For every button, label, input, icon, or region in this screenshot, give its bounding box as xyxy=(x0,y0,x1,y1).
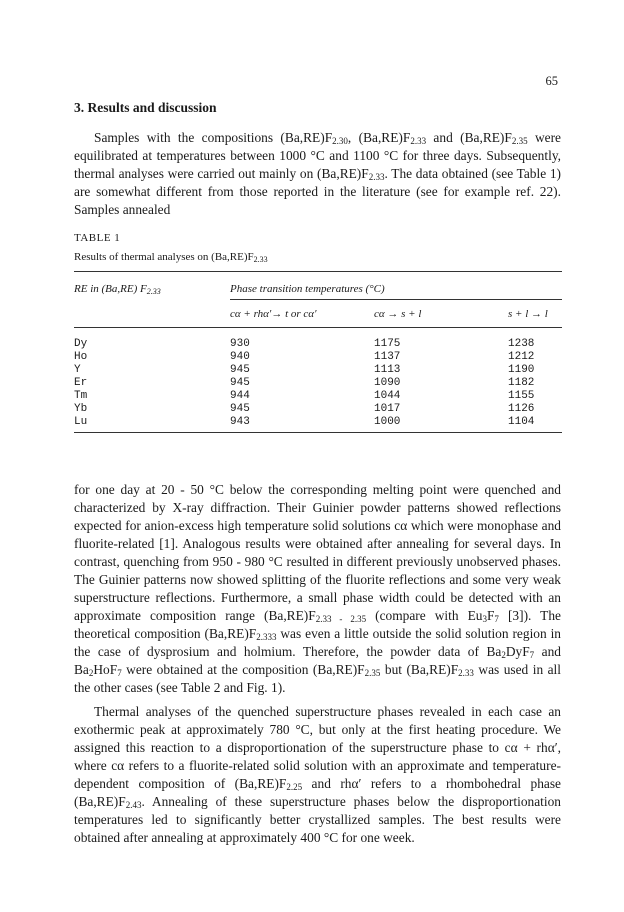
table-header-group: Phase transition temperatures (°C) xyxy=(230,283,385,295)
cell-t3: 1212 xyxy=(508,351,535,363)
paragraph-quenching: for one day at 20 - 50 °C below the corresponding melting point were quenched and characterized by X-ray diffraction. Their Guinier powder patterns showed reflections expected for anion-excess high temperature solid solutions cα which were monophase and fluorite-related [1]. Analogous results were obtained after annealing for several days. In contrast, quenching from 950 - 980 °C resulted in different previously unobserved phases. The Guinier patterns now showed splitting of the fluorite reflections and some very weak superstructure reflections. Furthermore, a small phase width could be detected with an approximate composition range $(Ba,RE)F_{2.33 - 2.35}$ (compare with $Eu_3F_7$ [3]). The theoretical composition $(Ba,RE)F_{2.333}$ was even a little outside the solid solution region in the case of dysprosium and holmium. Therefore, the powder data of $Ba_2DyF_7$ and $Ba_2HoF_7$ were obtained at the composition $(Ba,RE)F_{2.35}$ but $(Ba,RE)F_{2.33}$ was used in all the other cases (see Table 2 and Fig. 1). xyxy=(74,482,562,695)
cell-t3: 1238 xyxy=(508,338,535,350)
cell-re: Er xyxy=(74,377,88,389)
cell-t2: 1090 xyxy=(374,377,401,389)
table-row xyxy=(74,403,562,416)
cell-t3: 1126 xyxy=(508,403,535,415)
table-body xyxy=(74,338,562,429)
cell-t1: 945 xyxy=(230,364,250,376)
cell-t1: 940 xyxy=(230,351,250,363)
table-row xyxy=(74,364,562,377)
table-row xyxy=(74,377,562,390)
table-header-col1: cα + rhα′→ t or cα′ xyxy=(230,308,317,320)
cell-re: Ho xyxy=(74,351,88,363)
cell-re: Yb xyxy=(74,403,88,415)
cell-t1: 943 xyxy=(230,416,250,428)
table-group-rule xyxy=(230,299,562,300)
cell-t3: 1190 xyxy=(508,364,535,376)
cell-t2: 1113 xyxy=(374,364,401,376)
cell-t1: 930 xyxy=(230,338,250,350)
cell-re: Y xyxy=(74,364,81,376)
table-header-rule xyxy=(74,327,562,328)
table-row xyxy=(74,351,562,364)
table-row xyxy=(74,390,562,403)
table-header-col3: s + l → l xyxy=(508,308,548,320)
cell-t2: 1017 xyxy=(374,403,401,415)
table-caption: Results of thermal analyses on $(Ba,RE)F_{2.33}$ xyxy=(74,251,268,264)
cell-t1: 944 xyxy=(230,390,250,402)
paragraph-intro: Samples with the compositions $(Ba,RE)F_{2.30}$, $(Ba,RE)F_{2.33}$ and $(Ba,RE)F_{2.35}$ were equilibrated at temperatures between 1000 °C and 1100 °C for three days. Subsequently, thermal analyses were carried out mainly on $(Ba,RE)F_{2.33}$. The data obtained (see Table 1) are somewhat different from those reported in the literature (see for example ref. 22). Samples annealed xyxy=(74,130,561,217)
cell-t1: 945 xyxy=(230,403,250,415)
table-row xyxy=(74,416,562,429)
cell-t2: 1044 xyxy=(374,390,401,402)
cell-re: Lu xyxy=(74,416,88,428)
cell-t2: 1175 xyxy=(374,338,401,350)
table-label: TABLE 1 xyxy=(74,232,121,244)
cell-re: Dy xyxy=(74,338,88,350)
table-header-col2: cα → s + l xyxy=(374,308,422,320)
cell-t2: 1137 xyxy=(374,351,401,363)
cell-t3: 1104 xyxy=(508,416,535,428)
section-title: 3. Results and discussion xyxy=(74,100,217,115)
cell-t3: 1182 xyxy=(508,377,535,389)
table-row xyxy=(74,338,562,351)
table-top-rule xyxy=(74,271,562,272)
table-bottom-rule xyxy=(74,432,562,433)
cell-t2: 1000 xyxy=(374,416,401,428)
paragraph-thermal-analyses: Thermal analyses of the quenched superstructure phases revealed in each case an exothermic peak at approximately 780 °C, but only at the first heating procedure. We assigned this reaction to a disproportionation of the superstructure phase to cα + rhα′, where cα refers to a fluorite-related solid solution with an approximate and temperature-dependent composition of $(Ba,RE)F_{2.25}$ and rhα′ refers to a rhombohedral phase $(Ba,RE)F_{2.43}$. Annealing of these superstructure phases below the disproportionation temperatures led to significantly better crystallized samples. The best results were obtained after annealing at approximately 400 °C for one week. xyxy=(74,704,561,845)
cell-re: Tm xyxy=(74,390,88,402)
page-number: 65 xyxy=(545,74,558,88)
cell-t3: 1155 xyxy=(508,390,535,402)
table-header-re: RE in (Ba,RE) $F_{2.33}$ xyxy=(74,283,161,296)
cell-t1: 945 xyxy=(230,377,250,389)
